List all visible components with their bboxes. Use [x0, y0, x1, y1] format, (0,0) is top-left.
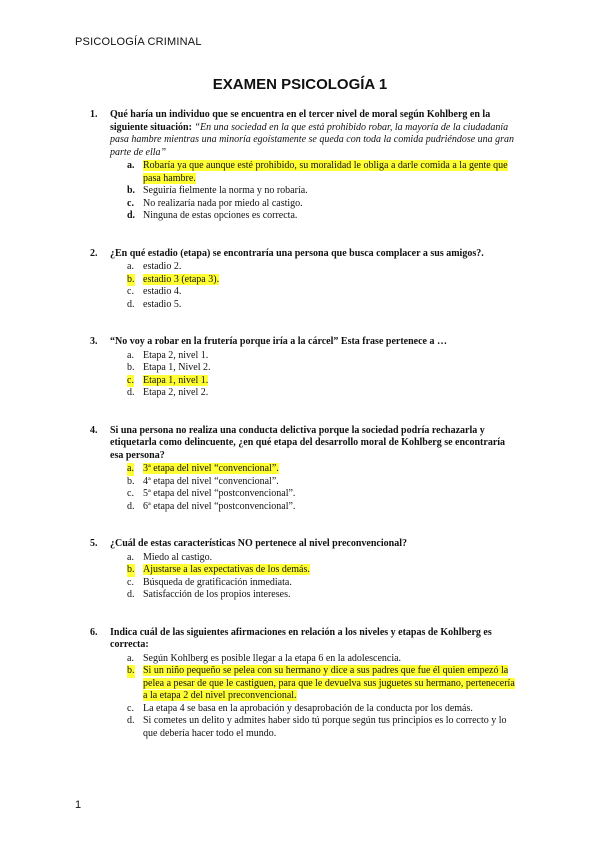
page-header: PSICOLOGÍA CRIMINAL	[75, 36, 202, 48]
option-c: c. Etapa 1, nivel 1.	[127, 374, 209, 386]
question-2	[90, 248, 520, 312]
option-c: c. No realizaría nada por miedo al castigo.	[127, 197, 303, 209]
option-a: a. 3ª etapa del nivel “convencional”.	[127, 463, 279, 474]
question-text: “No voy a robar en la frutería porque iría a la cárcel” Esta frase pertenece a …	[110, 336, 447, 347]
option-d: d. Ninguna de estas opciones es correcta.	[127, 210, 298, 221]
option-d: d. 6ª etapa del nivel “postconvencional”.	[127, 500, 296, 512]
option-a: a. Etapa 2, nivel 1.	[127, 349, 209, 361]
question-text: Si una persona no realiza una conducta delictiva porque la sociedad podría rechazarla y etiquetarla como delincuente, ¿en qué etapa del desarrollo moral de Kohlberg se encontraría esa persona?	[110, 424, 506, 461]
option-a: a. Según Kohlberg es posible llegar a la etapa 6 en la adolescencia.	[127, 652, 402, 664]
question-number: 1.	[90, 109, 98, 120]
question-6	[90, 627, 520, 741]
option-a: a. Miedo al castigo.	[127, 551, 213, 563]
answer-options	[110, 653, 520, 741]
question-number: 3.	[90, 336, 98, 347]
question-quote: “En una sociedad en la que está prohibido robar, la mayoría de la ciudadanía pasa hambre mientras una minoría egoístamente se queda con toda la comida pudriéndose una gran parte de ella”	[110, 121, 515, 158]
question-text: Indica cuál de las siguientes afirmaciones en relación a los niveles y etapas de Kohlberg es correcta:	[110, 626, 492, 650]
question-1	[90, 109, 520, 223]
question-number: 2.	[90, 247, 98, 259]
question-text: ¿En qué estadio (etapa) se encontraría una persona que busca complacer a sus amigos?.	[110, 247, 484, 259]
correct-answer-highlight: Etapa 1, nivel 1.	[143, 374, 209, 386]
option-c: c. estadio 4.	[127, 286, 182, 297]
question-number: 6.	[90, 626, 98, 638]
question-number: 5.	[90, 538, 98, 549]
answer-options	[110, 261, 520, 311]
question-text: ¿Cuál de estas características NO pertenece al nivel preconvencional?	[110, 538, 407, 549]
option-a: a. estadio 2.	[127, 261, 182, 272]
option-c: c. Búsqueda de gratificación inmediata.	[127, 576, 292, 588]
option-b: b. Seguiría fielmente la norma y no robaría.	[127, 185, 308, 196]
question-5	[90, 538, 520, 602]
question-4	[90, 425, 520, 514]
correct-answer-highlight: estadio 3 (etapa 3).	[143, 273, 220, 285]
option-d: d. Etapa 2, nivel 2.	[127, 387, 209, 398]
option-b: b. estadio 3 (etapa 3).	[127, 273, 220, 285]
question-list	[90, 109, 520, 765]
option-d: d. Si cometes un delito y admites haber sido tú porque según tus principios es lo correcto y lo que debería hacer todo el mundo.	[127, 715, 507, 739]
answer-options	[110, 160, 520, 223]
option-c: c. La etapa 4 se basa en la aprobación y desaprobación de la conducta por los demás.	[127, 702, 473, 714]
question-text: Qué haría un individuo que se encuentra en el tercer nivel de moral según Kohlberg en la siguiente situación: “En una sociedad en la que está prohibido robar, la mayoría de la ciudadanía pasa hambre mientras una minoría egoístamente se queda con toda la comida pudriéndose una gran parte de ella”	[110, 109, 515, 158]
answer-options	[110, 463, 520, 513]
correct-answer-highlight: Ajustarse a las expectativas de los demás.	[143, 564, 310, 575]
option-b: b. Etapa 1, Nivel 2.	[127, 362, 211, 373]
option-b: b. 4ª etapa del nivel “convencional”.	[127, 475, 279, 487]
option-d: d. estadio 5.	[127, 298, 182, 310]
page-number: 1	[75, 799, 82, 811]
option-b: b. Ajustarse a las expectativas de los demás.	[127, 564, 310, 575]
correct-answer-highlight: 3ª etapa del nivel “convencional”.	[143, 463, 279, 474]
option-b: b. Si un niño pequeño se pelea con su hermano y dice a sus padres que fue él quien empezó la pelea a pesar de que le castiguen, para que le devuelva sus juguetes su hermano, pertenecería a la etapa 2 del nivel preconvencional.	[127, 665, 515, 701]
option-a: a. Robaría ya que aunque esté prohibido, su moralidad le obliga a darle comida a la gente que pasa hambre.	[127, 160, 508, 184]
answer-options	[110, 350, 520, 400]
correct-answer-highlight: Si un niño pequeño se pelea con su hermano y dice a sus padres que fue él quien empezó la pelea a pesar de que le castiguen, para que le devuelva sus juguetes su hermano, pertenecería a la etapa 2 del nivel preconvencional.	[143, 665, 515, 701]
question-number: 4.	[90, 424, 98, 436]
correct-answer-highlight: Robaría ya que aunque esté prohibido, su moralidad le obliga a darle comida a la gente que pasa hambre.	[143, 160, 508, 184]
option-d: d. Satisfacción de los propios intereses.	[127, 589, 291, 600]
question-3	[90, 336, 520, 400]
answer-options	[110, 552, 520, 602]
exam-title: EXAMEN PSICOLOGÍA 1	[212, 76, 388, 93]
option-c: c. 5ª etapa del nivel “postconvencional”.	[127, 488, 296, 499]
